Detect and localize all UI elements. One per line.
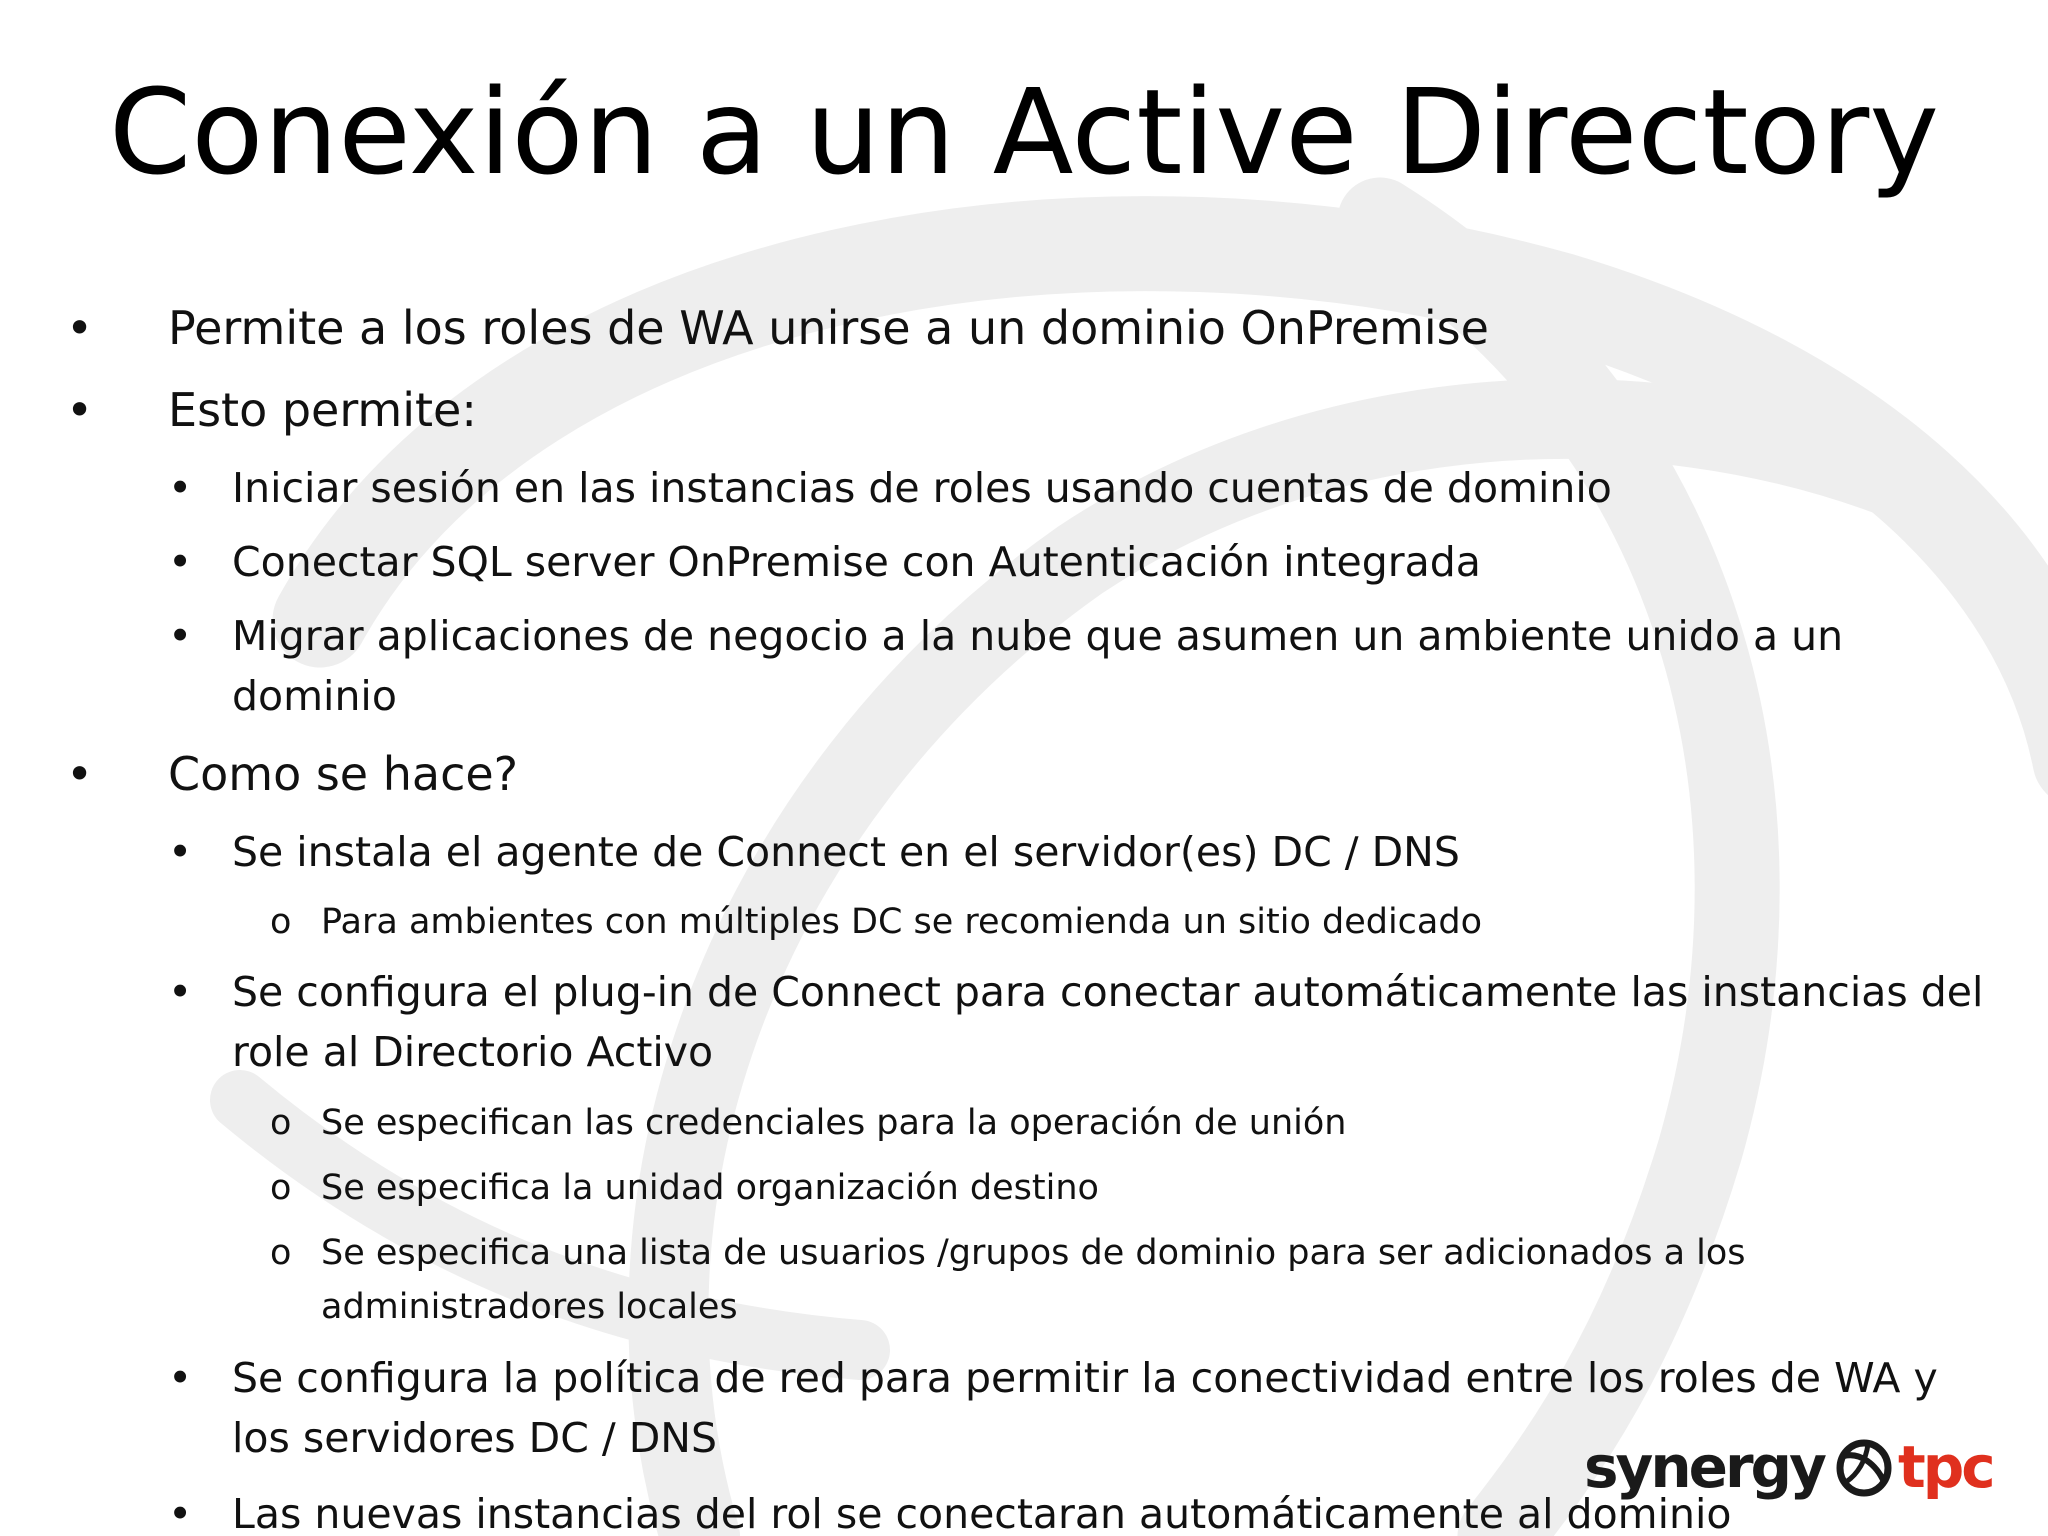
list-item-continuation: dominio [232,672,397,720]
list-item: Se especifica una lista de usuarios /grupos de dominio para ser adicionados a los [321,1233,1746,1273]
list-item: Se configura la política de red para permitir la conectividad entre los roles de WA y [232,1354,1938,1402]
slide-title: Conexión a un Active Directory [108,63,1940,201]
bullet-icon: • [168,612,193,660]
bullet-icon: • [168,828,193,876]
bullet-icon: • [66,383,94,437]
bullet-icon: • [66,301,94,355]
list-item: Las nuevas instancias del rol se conectaran automáticamente al dominio [232,1490,1732,1536]
list-item: Como se hace? [168,747,519,801]
logo-swirl-icon [1832,1438,1896,1498]
list-item: Se especifica la unidad organización destino [321,1168,1099,1208]
list-item: Se especifican las credenciales para la operación de unión [321,1103,1347,1143]
list-item-continuation: administradores locales [321,1287,738,1327]
list-item-continuation: los servidores DC / DNS [232,1414,717,1462]
bullet-icon: • [66,747,94,801]
logo-tpc-text: tpc [1898,1433,1993,1501]
sub-bullet-icon: o [270,902,292,942]
bullet-icon: • [168,464,193,512]
list-item: Esto permite: [168,383,477,437]
bullet-icon: • [168,1490,193,1536]
sub-bullet-icon: o [270,1233,292,1273]
list-item-continuation: role al Directorio Activo [232,1028,714,1076]
sub-bullet-icon: o [270,1168,292,1208]
sub-bullet-icon: o [270,1103,292,1143]
list-item: Se configura el plug-in de Connect para conectar automáticamente las instancias del [232,968,1984,1016]
list-item: Migrar aplicaciones de negocio a la nube que asumen un ambiente unido a un [232,612,1844,660]
list-item: Conectar SQL server OnPremise con Autenticación integrada [232,538,1481,586]
logo-synergy-text: synergy [1584,1433,1824,1501]
list-item: Para ambientes con múltiples DC se recomienda un sitio dedicado [321,902,1482,942]
bullet-icon: • [168,538,193,586]
bullet-icon: • [168,1354,193,1402]
list-item: Permite a los roles de WA unirse a un dominio OnPremise [168,301,1489,355]
list-item: Iniciar sesión en las instancias de roles usando cuentas de dominio [232,464,1612,512]
bullet-icon: • [168,968,193,1016]
list-item: Se instala el agente de Connect en el servidor(es) DC / DNS [232,828,1460,876]
synergy-tpc-logo [1580,1432,2010,1502]
